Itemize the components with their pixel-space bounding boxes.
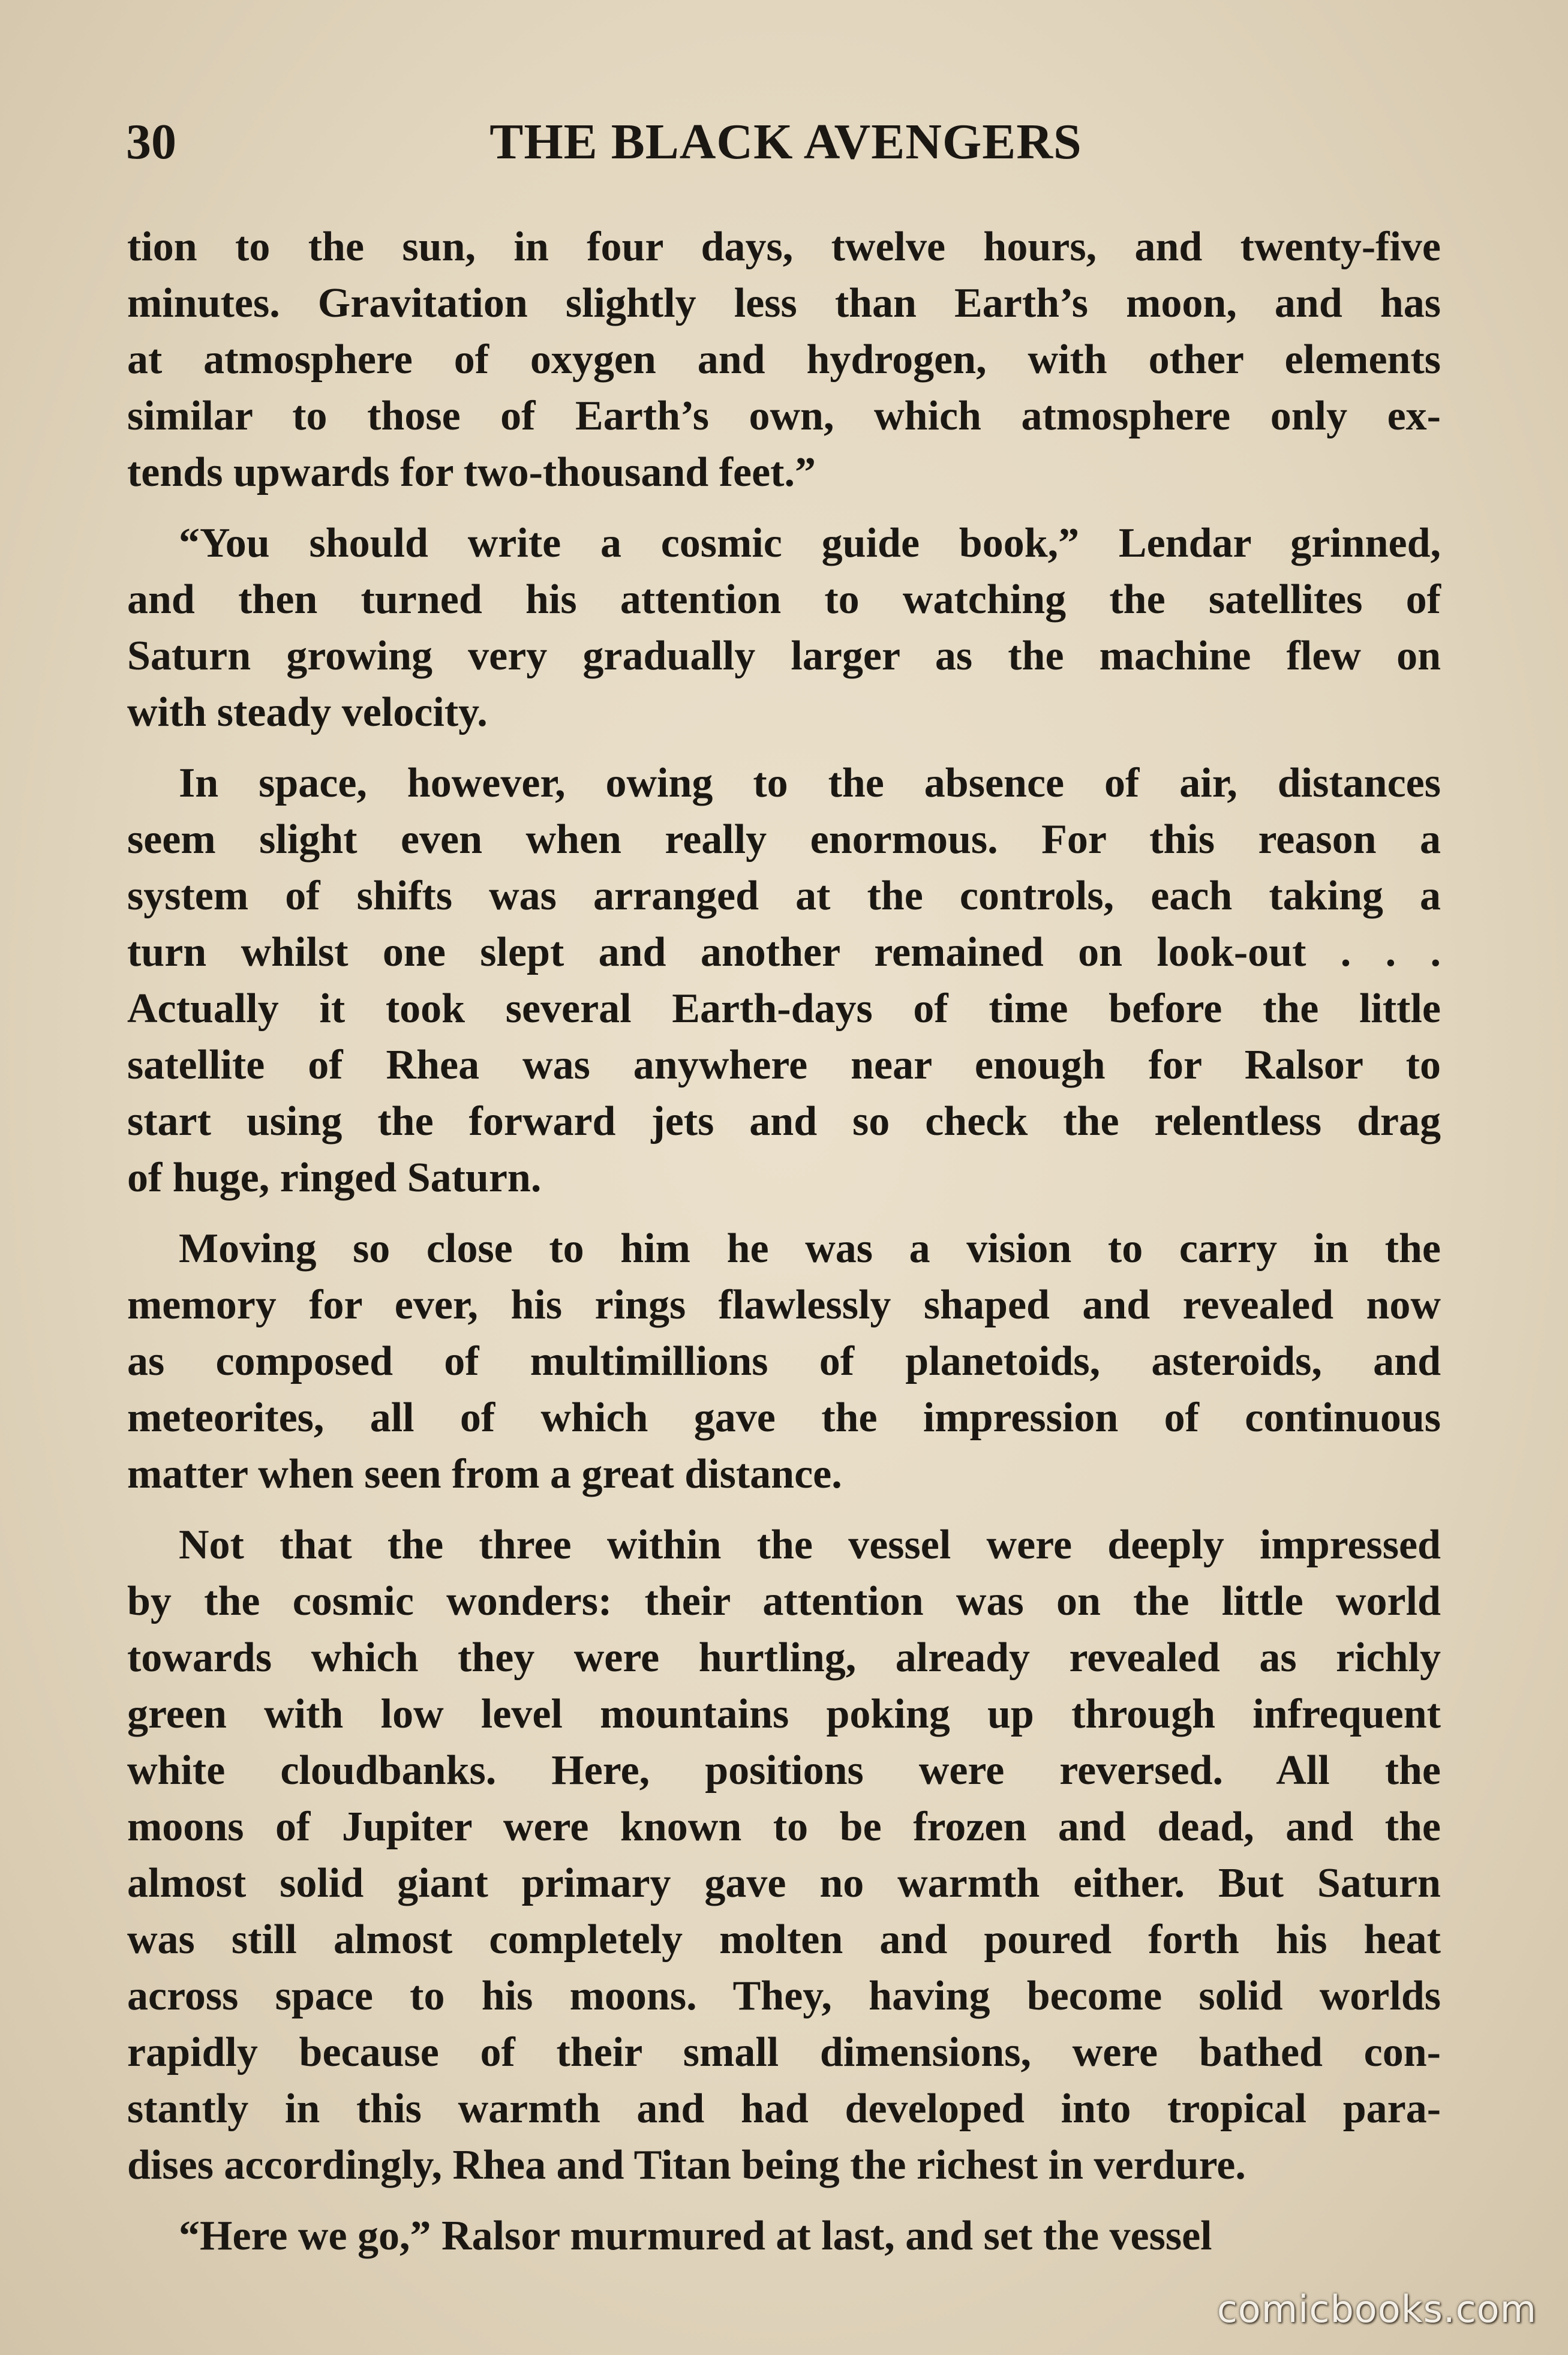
text-line: tends upwards for two-thousand feet.” [127, 449, 816, 495]
text-line: similar to those of Earth’s own, which atmosphere only ex- [127, 393, 1441, 439]
text-line: matter when seen from a great distance. [127, 1451, 842, 1497]
paragraph [127, 515, 1441, 741]
text-line: Actually it took several Earth-days of time before the little [127, 986, 1441, 1032]
text-line: satellite of Rhea was anywhere near enough for Ralsor to [127, 1042, 1441, 1088]
text-line: minutes. Gravitation slightly less than Earth’s moon, and has [127, 280, 1441, 326]
text-line: dises accordingly, Rhea and Titan being the richest in verdure. [127, 2142, 1246, 2188]
paragraph [127, 755, 1441, 1206]
text-line: Saturn growing very gradually larger as the machine flew on [127, 633, 1441, 679]
text-line: as composed of multimillions of planetoids, asteroids, and [127, 1338, 1441, 1384]
paragraph [127, 2208, 1441, 2264]
running-title: THE BLACK AVENGERS [489, 114, 1082, 170]
text-line: moons of Jupiter were known to be frozen and dead, and the [127, 1804, 1441, 1850]
watermark: comicbooks.com [1216, 2287, 1537, 2331]
text-line: Moving so close to him he was a vision to carry in the [179, 1225, 1441, 1272]
text-line: rapidly because of their small dimensions, were bathed con- [127, 2029, 1441, 2075]
paragraph [127, 219, 1441, 501]
page-number: 30 [126, 114, 176, 170]
text-line: system of shifts was arranged at the controls, each taking a [127, 873, 1441, 919]
text-line: Not that the three within the vessel were deeply impressed [179, 1522, 1441, 1568]
text-line: stantly in this warmth and had developed into tropical para- [127, 2086, 1441, 2132]
paragraph [127, 1517, 1441, 2194]
text-line: was still almost completely molten and poured forth his heat [127, 1917, 1441, 1963]
text-line: at atmosphere of oxygen and hydrogen, with other elements [127, 337, 1441, 383]
body-text [127, 219, 1441, 2279]
text-line: green with low level mountains poking up through infrequent [127, 1691, 1441, 1737]
text-line: of huge, ringed Saturn. [127, 1155, 542, 1201]
text-line: start using the forward jets and so check the relentless drag [127, 1098, 1441, 1145]
text-line: and then turned his attention to watching the satellites of [127, 576, 1441, 623]
text-line: with steady velocity. [127, 689, 488, 735]
text-line: meteorites, all of which gave the impression of continuous [127, 1395, 1441, 1441]
page-header [126, 109, 1446, 175]
text-line: by the cosmic wonders: their attention was on the little world [127, 1578, 1441, 1624]
text-line: white cloudbanks. Here, positions were reversed. All the [127, 1747, 1441, 1794]
paragraph [127, 1221, 1441, 1503]
text-line: tion to the sun, in four days, twelve hours, and twenty-five [127, 224, 1441, 270]
text-line: almost solid giant primary gave no warmth either. But Saturn [127, 1860, 1441, 1906]
text-line: across space to his moons. They, having become solid worlds [127, 1973, 1441, 2019]
text-line: memory for ever, his rings flawlessly shaped and revealed now [127, 1282, 1441, 1328]
text-line: seem slight even when really enormous. For this reason a [127, 816, 1441, 863]
text-line: turn whilst one slept and another remained on look-out . . . [127, 929, 1441, 975]
text-line: “You should write a cosmic guide book,” Lendar grinned, [179, 520, 1441, 566]
text-line: In space, however, owing to the absence of air, distances [179, 760, 1441, 806]
text-line: towards which they were hurtling, already revealed as richly [127, 1635, 1441, 1681]
text-line: “Here we go,” Ralsor murmured at last, and set the vessel [179, 2213, 1212, 2259]
